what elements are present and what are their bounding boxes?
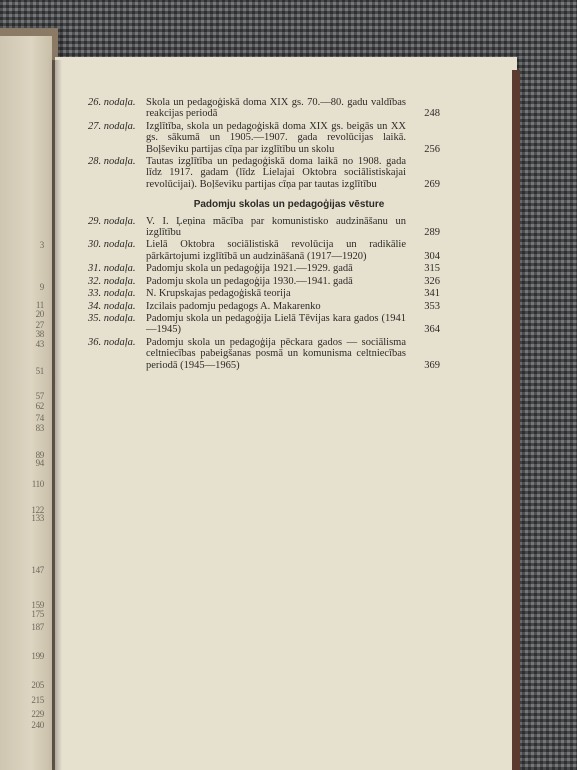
chapter-label: 28. nodaļa. <box>88 156 136 168</box>
left-page-number: 229 <box>31 709 44 719</box>
chapter-title: Izcilais padomju pedagogs A. Makarenko <box>146 300 321 312</box>
left-page-number: 147 <box>31 565 44 575</box>
left-page-number: 43 <box>35 339 44 349</box>
book-edge <box>512 70 520 770</box>
left-page-number: 89 <box>35 450 44 460</box>
chapter-title: Padomju skola un pedagoģija 1930.—1941. gadā <box>146 275 353 287</box>
page-number: 248 <box>424 108 440 120</box>
left-page-number: 83 <box>35 423 44 433</box>
left-page-number: 187 <box>31 622 44 632</box>
left-page-number: 20 <box>35 309 44 319</box>
toc-entry <box>88 301 440 312</box>
toc-entry <box>88 288 440 299</box>
left-page-number: 11 <box>35 300 44 310</box>
left-page-number: 27 <box>35 320 44 330</box>
toc-part-1 <box>88 97 440 190</box>
toc-entry <box>88 97 440 120</box>
page-number: 256 <box>424 143 440 155</box>
toc-part-2 <box>88 216 440 371</box>
left-page-number: 38 <box>35 329 44 339</box>
left-page-number: 215 <box>31 695 44 705</box>
chapter-title: Padomju skola un pedagoģija pēckara gados — sociālisma celtniecības pabeigšanas posmā un komunisma celtniecības periodā (1945—1965) <box>146 336 406 371</box>
toc-entry <box>88 239 440 262</box>
left-page-number: 62 <box>35 401 44 411</box>
left-page <box>0 36 52 770</box>
chapter-label: 32. nodaļa. <box>88 275 136 287</box>
left-page-number: 240 <box>31 720 44 730</box>
page-number: 353 <box>424 300 440 312</box>
left-page-number: 51 <box>35 366 44 376</box>
chapter-title: Izglītība, skola un pedagoģiskā doma XIX gs. beigās un XX gs. sākumā un 1905.—1907. gada revolūcijas laikā. Boļševiku partijas cīņa par izglītību un skolu <box>146 120 406 155</box>
toc-entry <box>88 216 440 239</box>
chapter-title: Lielā Oktobra sociālistiskā revolūcija un radikālie pārkārtojumi izglītībā un audzināšanā (1917—1920) <box>146 239 406 262</box>
chapter-title: V. I. Ļeņina mācība par komunistisko audzināšanu un izglītību <box>146 215 406 239</box>
toc-entry <box>88 121 440 155</box>
page-number: 304 <box>424 250 440 262</box>
chapter-title: Skola un pedagoģiskā doma XIX gs. 70.—80. gadu valdības reakcijas periodā <box>146 97 406 120</box>
spine-shadow <box>52 60 62 770</box>
toc-entry <box>88 337 440 371</box>
chapter-label: 33. nodaļa. <box>88 288 136 300</box>
chapter-title: Tautas izglītība un pedagoģiskā doma laikā no 1908. gada līdz 1917. gadam (līdz Lielajai Oktobra sociālistiskajai revolūcijai). Boļševiku partijas cīņa par tautas izglītību <box>146 156 406 190</box>
page-number: 364 <box>424 324 440 336</box>
page-number: 341 <box>424 288 440 300</box>
left-page-number: 110 <box>31 479 44 489</box>
left-page-number: 57 <box>35 391 44 401</box>
left-page-number: 9 <box>39 282 44 292</box>
left-page-number: 175 <box>31 609 44 619</box>
toc-entry <box>88 313 440 336</box>
chapter-title: N. Krupskajas pedagoģiskā teorija <box>146 288 291 300</box>
page-number: 315 <box>424 263 440 275</box>
page-number: 369 <box>424 359 440 371</box>
page-number: 289 <box>424 227 440 239</box>
toc-entry <box>88 263 440 274</box>
chapter-label: 31. nodaļa. <box>88 263 136 275</box>
chapter-label: 36. nodaļa. <box>88 336 136 348</box>
section-heading: Padomju skolas un pedagoģijas vēsture <box>193 199 385 211</box>
chapter-label: 29. nodaļa. <box>88 215 136 227</box>
chapter-label: 30. nodaļa. <box>88 239 136 251</box>
page-number: 326 <box>424 275 440 287</box>
page-number: 269 <box>424 178 440 190</box>
left-page-number: 133 <box>31 513 44 523</box>
left-page-number: 3 <box>39 240 44 250</box>
left-page-number: 122 <box>31 505 44 515</box>
table-of-contents <box>88 97 440 372</box>
left-page-number: 199 <box>31 651 44 661</box>
chapter-label: 27. nodaļa. <box>88 120 136 132</box>
chapter-title: Padomju skola un pedagoģija 1921.—1929. gadā <box>146 263 353 275</box>
left-page-number: 205 <box>31 680 44 690</box>
chapter-label: 34. nodaļa. <box>88 300 136 312</box>
toc-entry <box>88 156 440 190</box>
left-page-number: 159 <box>31 600 44 610</box>
chapter-label: 26. nodaļa. <box>88 97 136 108</box>
chapter-label: 35. nodaļa. <box>88 312 136 324</box>
chapter-title: Padomju skola un pedagoģija Lielā Tēvijas kara gados (1941—1945) <box>146 312 406 336</box>
left-page-number: 94 <box>35 458 44 468</box>
left-page-number: 74 <box>35 413 44 423</box>
toc-entry <box>88 276 440 287</box>
